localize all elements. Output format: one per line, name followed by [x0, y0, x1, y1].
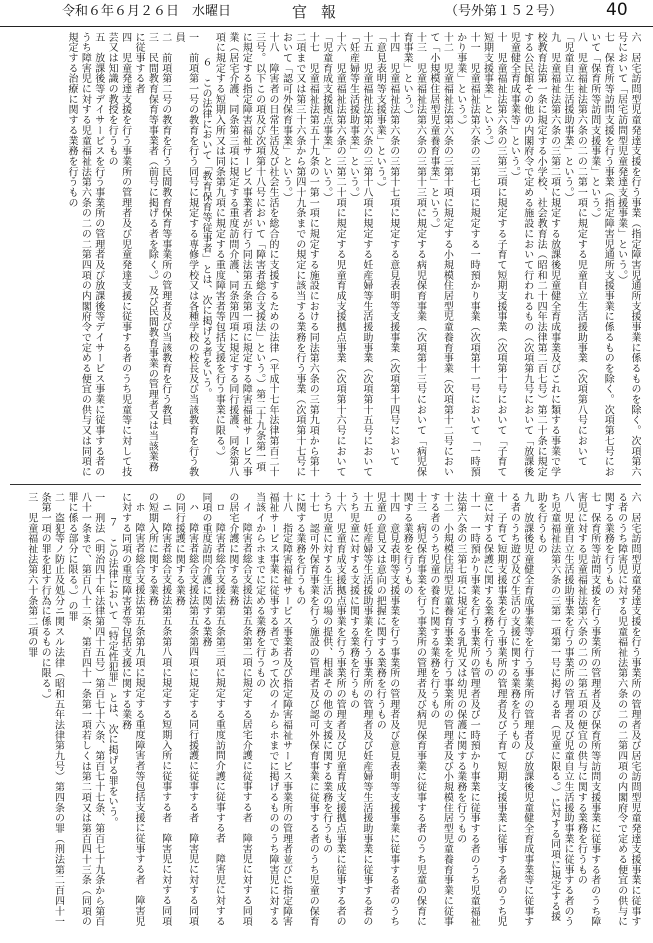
list-item: 一 前項第一号の教育を行う同号に規定する専修学校又は各種学校の校長及び当該教育を行う教員 — [173, 32, 198, 478]
list-item: 十 児童福祉法第六条の三第三項に規定する子育て短期支援事業（次項第十号において「子育て短期支援事業」という。） — [481, 32, 506, 478]
list-item: 十三 児童福祉法第六条の三第十三項に規定する病児保育事業（次項第十三号において「病児保育事業」という。） — [401, 32, 426, 478]
section-divider — [10, 484, 641, 485]
list-item: 十一 一時預かり事業を行う事業所の管理者及び一時預かり事業に従事する者のうち児童福祉法第六条の三第七項に規定する乳児又は幼児の保護に関する業務を行うもの — [454, 492, 480, 927]
list-item: 十八 障害者の日常生活及び社会生活を総合的に支援するための法律（平成十七年法律第百二十三号。以下この項及び次項第十八号において「障害者総合支援法」という。）第二十九条第一項に規定する指定障害福祉サービス事業者が行う同法第五条第一項に規定する障害福祉サービス事業（居宅介護、同条第三項に規定する重度訪問介護、同条第四項に規定する同行援護、同条第八項に規定する短期入所又は同条第九項に規定する重度障害者等包括支援を行う事業に限る。） — [213, 32, 279, 478]
list-item: 十六 児童福祉法第六条の三第二十項に規定する児童育成支援拠点事業（次項第十六号において「児童育成支援拠点事業」という。） — [320, 32, 346, 478]
list-item: 八 児童福祉法第六条の二の二第一項に規定する児童自立生活援助事業（次項第八号において「児童自立生活援助事業」という。） — [561, 32, 587, 467]
sub-item: イ 障害者総合支援法第五条第二項に規定する居宅介護に従事する者 障害児に対する同項の居宅介護に関する業務 — [226, 492, 252, 927]
list-item: 十一 児童福祉法第六条の三第七項に規定する一時預かり事業（次項第十一号において「一時預かり事業」という。） — [454, 32, 480, 478]
list-item: 一 刑法（明治四十年法律第四十五号）第百七十六条、第百七十七条、第百七十九条から第百八十一条まで、第百八十二条、第百四十一条第一項若しくは第二項又は第百四十三条（同項の罪に係る部分に限る。）の罪 — [65, 492, 104, 927]
list-item: 十四 意見表明等支援事業を行う事業所の管理者及び意見表明等支援事業に従事する者のうち児童の意見又は意向の把握に関する業務を行うもの — [374, 492, 399, 927]
lower-vertical-text — [10, 492, 641, 932]
list-item: 二 盗犯等ノ防止及処分ニ関スル法律（昭和五年法律第九号）第四条の罪（刑法第二百四十一条第一項の罪を犯す行為に係るものに限る。） — [39, 492, 64, 927]
list-item: 六 居宅訪問型児童発達支援を行う事業（指定障害児通所支援事業に係るものを除く。次項第六号において「居宅訪問型児童発達支援事業」という。） — [615, 32, 640, 478]
list-item: 四 児童発達支援を行う事業所の管理者及び児童発達支援に従事する者のうち児童等に対して技芸又は知識の教授を行うもの — [106, 32, 131, 478]
section-heading: ７ この法律において「特定性犯罪」とは、次に掲げる罪をいう。 — [106, 517, 118, 828]
page-number: 40 — [606, 0, 628, 20]
upper-vertical-text — [10, 32, 641, 479]
sub-item: ホ 障害者総合支援法第五条第九項に規定する重度障害者等包括支援に従事する者 障害児に対する同項の重度障害者等包括支援に関する業務 — [119, 492, 144, 927]
list-item: 三 児童福祉法第六十条第二項の罪 — [25, 492, 37, 658]
list-item: 七 保育所等訪問支援を行う事業所の管理者及び保育所等訪問支援事業に従事する者のうち障害児に対する児童福祉法第六条の二の二第五項の便宜の供与に関する業務を行うもの — [575, 492, 600, 927]
list-item: 九 児童福祉法第六条の三第二項に規定する放課後児童健全育成事業及びこれに類する事業で学校教育法第一条に規定する小学校、社会教育法（昭和二十四年法律第二百七号）第二十条に規定する公民館その他の内閣府令で定める施設において行われるもの（次項第九号において「放課後児童健全育成事業等」という。） — [508, 32, 560, 478]
list-item: 十五 児童福祉法第六条の三第十八項に規定する妊産婦等生活援助事業（次項第十五号において「妊産婦等生活援助事業」という。） — [347, 32, 372, 478]
list-item: 十二 小規模住居型児童養育事業を行う事業所の管理者及び小規模住居型児童養育事業に従事する者のうち児童の養育に関する業務を行うもの — [427, 492, 453, 927]
list-item: 六 居宅訪問型児童発達支援を行う事業所の管理者及び居宅訪問型児童発達支援事業に従事する者のうち障害児に対する児童福祉法第六条の二の二第四項の内閣府令で定める便宜の供与に関する業務を行うもの — [602, 492, 640, 927]
list-item: 七 保育所等訪問支援を行う事業（指定障害児通所支援事業に係るものを除く。次項第七号において「保育所等訪問支援事業」という。） — [588, 32, 614, 478]
list-item: 十四 児童福祉法第六条の三第十七項に規定する意見表明等支援事業（次項第十四号において「意見表明等支援事業」という。） — [374, 32, 399, 467]
list-item: 十八 指定障害福祉サービス事業者及び指定障害福祉サービス事業所の管理者並びに指定障害福祉サービス事業に従事する者であって次のイからホまでに掲げるもののうち障害児に対する当該イからホまでに定める業務を行うもの — [253, 492, 292, 927]
sub-item: ハ 障害者総合支援法第五条第四項に規定する同行援護に従事する者 障害児に対する同項の同行援護に関する業務 — [173, 492, 198, 927]
issue-number: （号外第１５２号） — [445, 4, 563, 19]
list-item: 十七 認可外保育事業を行う施設の管理者及び認可外保育事業に従事する者のうち児童の保育に関する業務を行うもの — [293, 492, 319, 927]
sub-item: ニ 障害者総合支援法第五条第八項に規定する短期入所に従事する者 障害児に対する同項の短期入所に関する業務 — [146, 492, 171, 927]
section-heading: ６ この法律において「教育保育等従事者」とは、次に掲げる者をいう。 — [200, 57, 211, 399]
list-item: 十 子育て短期支援事業を行う事業所の管理者及び子育て短期支援事業に従事する者のうち児童に対する保護に関する業務を行うもの — [481, 492, 506, 927]
list-item: 十三 病児保育事業を行う事業所の管理者及び病児保育事業に従事する者のうち児童の保育に関する業務を行うもの — [401, 492, 426, 927]
gazette-header — [0, 0, 653, 27]
sub-item: ロ 障害者総合支援法第五条第三項に規定する重度訪問介護に従事する者 障害児に対する同項の重度訪問介護に関する業務 — [200, 492, 225, 927]
list-item: 十五 妊産婦等生活援助事業を行う事業所の管理者及び妊産婦等生活援助事業に従事する者のうち児童に対する支援に関する業務を行うもの — [347, 492, 372, 927]
list-item: 十二 児童福祉法第六条の三第十項に規定する小規模住居型児童養育事業（次項第十二号において「小規模住居型児童養育事業」という。） — [427, 32, 453, 478]
issue-date: 令和６年６月２６日 水曜日 — [62, 4, 232, 19]
list-item: 五 放課後等デイサービスを行う事業所の管理者及び放課後等デイサービス事業に従事する者のうち障害児に対する児童福祉法第六条の二の二第四項の内閣府令で定める便宜の供与又は同項に規定する治療に関する業務を行うもの — [65, 32, 104, 478]
list-item: 十六 児童育成支援拠点事業を行う事業所の管理者及び児童育成支援拠点事業に従事する者のうち児童に対する生活の場の提供、相談その他の支援に関する業務を行うもの — [320, 492, 346, 927]
upper-text-block — [10, 32, 641, 479]
gazette-title: 官報 — [292, 3, 351, 21]
list-item: 九 放課後児童健全育成事業等を行う事業所の管理者及び放課後児童健全育成事業等に従事する者のうち遊び及び生活の支援に関する業務を行うもの — [508, 492, 533, 927]
list-item: 三 民間教育保育等事業者（前号に掲げる者を除く。）及び民間教育事業の管理者又は当該業務に従事する者 — [132, 32, 158, 473]
list-item: 二 前項第二号の教育を行う民間教育保育等事業所の管理者及び当該教育を行う教員 — [159, 32, 171, 426]
lower-text-block — [10, 492, 641, 932]
list-item: 八 児童自立生活援助事業を行う事業所の管理者及び児童自立生活援助事業に従事する者のうち児童福祉法第六条の三第一項第一号に掲げる者（児童に限る。）に対する同項に規定する援助を行うもの — [535, 492, 573, 927]
list-item: 十七 児童福祉法第五十九条の一第一項に規定する施設における同法第六条の三第九項から第十二項まで又は第三十六条から第四十九条までの規定に該当する業務を行う事業（次項第十七号において「認可外保育事業」という。） — [280, 32, 319, 478]
